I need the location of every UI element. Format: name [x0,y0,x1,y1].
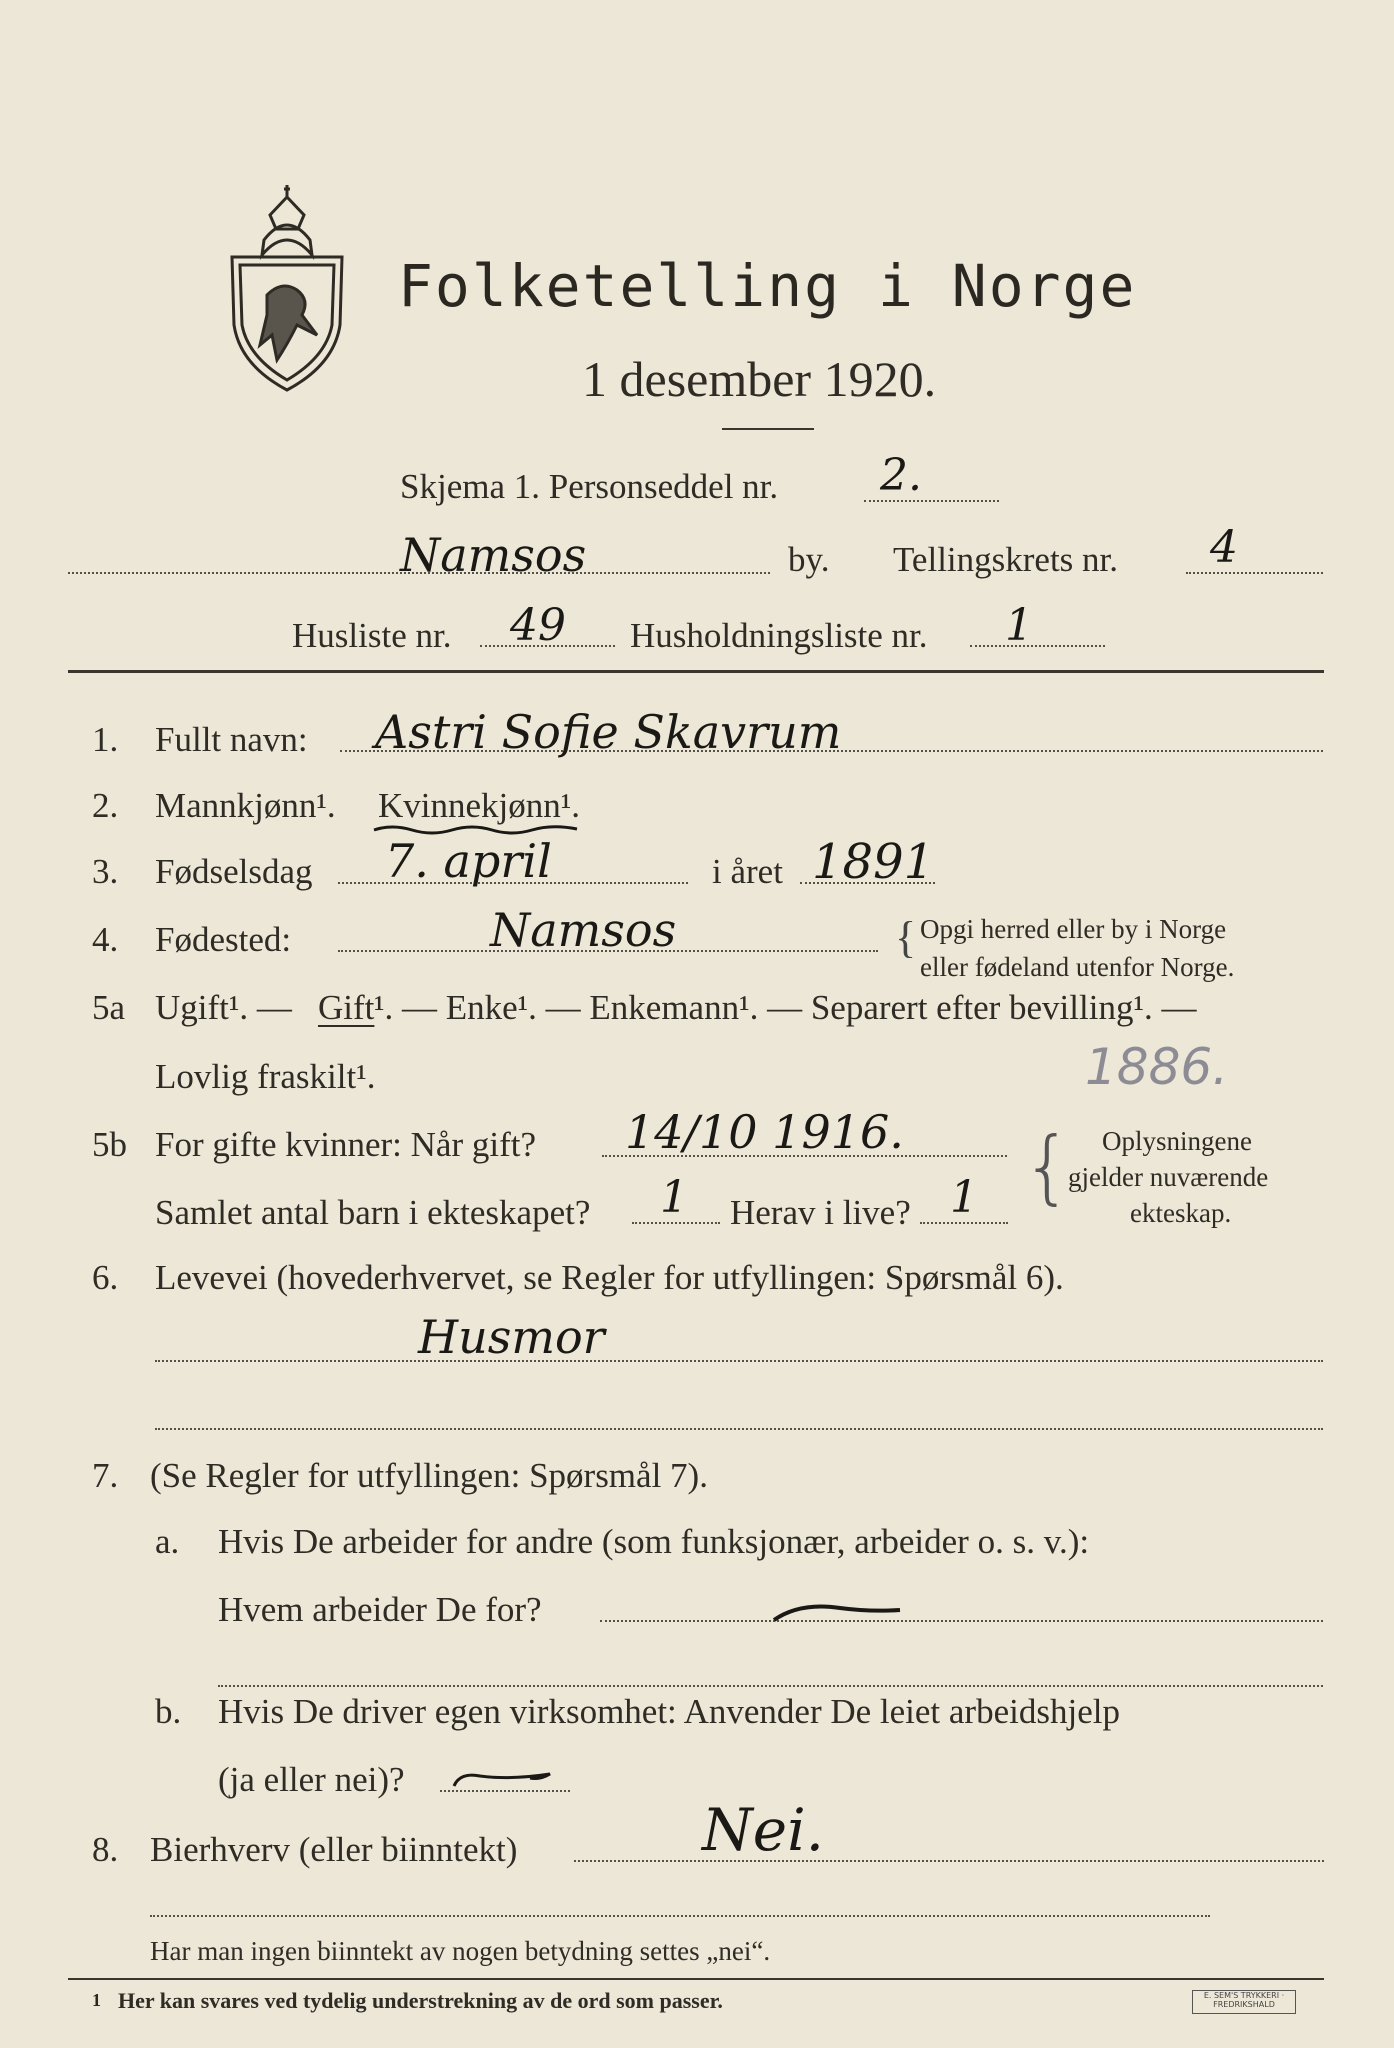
field-7b-number: b. [155,1692,182,1731]
title-divider [722,428,814,430]
birthplace-value: Namsos [490,903,677,957]
field-3-number: 3. [92,852,119,891]
form-date: 1 desember 1920. [582,351,937,407]
full-name-label: Fullt navn: [155,720,308,759]
question-7a-label: Hvis De arbeider for andre (som funksjonær, arbeider o. s. v.): [218,1522,1090,1561]
side-income-value: Nei. [702,1796,825,1864]
pencil-annotation: 1886. [1085,1038,1229,1096]
by-label: by. [788,540,830,579]
marriage-note-1: Oplysningene [1102,1126,1252,1156]
gender-female-option: Kvinnekjønn¹. [378,786,581,825]
hired-help-dash-mark [450,1766,560,1794]
field-1-number: 1. [92,720,119,759]
question-7-label: (Se Regler for utfyllingen: Spørsmål 7). [150,1456,708,1495]
personseddel-nr-value: 2. [880,450,922,501]
children-alive-value: 1 [950,1172,978,1223]
by-value: Namsos [400,528,587,582]
husholdning-label: Husholdningsliste nr. [630,616,928,655]
skjema-label: Skjema 1. Personseddel nr. [400,467,779,506]
marriage-note-2: gjelder nuværende [1068,1162,1269,1192]
children-total-value: 1 [660,1172,688,1223]
field-7-number: 7. [92,1456,119,1495]
header-rule [68,670,1324,673]
field-6-number: 6. [92,1258,119,1297]
marital-gift-option: Gift [318,988,375,1027]
form-title: Folketelling i Norge [398,252,1137,320]
marital-fraskilt-option: Lovlig fraskilt¹. [155,1057,376,1096]
field-2-number: 2. [92,786,119,825]
occupation-label: Levevei (hovederhvervet, se Regler for utfyllingen: Spørsmål 6). [155,1258,1064,1297]
coat-of-arms-icon [222,185,352,395]
birthdate-value: 7. april [385,834,552,888]
birthplace-note-1: Opgi herred eller by i Norge [920,914,1227,944]
husliste-nr-value: 49 [510,600,566,651]
footer-rule [68,1978,1324,1980]
married-when-value: 14/10 1916. [625,1105,904,1159]
gender-male-option: Mannkjønn¹. [155,786,336,825]
marriage-note-3: ekteskap. [1130,1198,1232,1228]
husliste-label: Husliste nr. [292,616,452,655]
tellingskrets-nr-value: 4 [1210,522,1238,573]
husholdning-nr-value: 1 [1005,600,1033,651]
employer-label: Hvem arbeider De for? [218,1590,542,1629]
children-total-label: Samlet antal barn i ekteskapet? [155,1193,591,1232]
married-when-label: For gifte kvinner: Når gift? [155,1125,537,1164]
footer-note: Har man ingen biinntekt av nogen betydning settes „nei“. [150,1936,771,1966]
field-8-number: 8. [92,1830,119,1869]
side-income-label: Bierhverv (eller biinntekt) [150,1830,518,1869]
tellingskrets-label: Tellingskrets nr. [893,540,1119,579]
footnote-mark: 1 [92,1990,101,2010]
hired-help-label: (ja eller nei)? [218,1760,405,1799]
full-name-value: Astri Sofie Skavrum [375,705,842,759]
birthplace-label: Fødested: [155,920,292,959]
marital-ugift-option: Ugift¹. — [155,988,292,1027]
field-4-number: 4. [92,920,119,959]
question-7b-label: Hvis De driver egen virksomhet: Anvender De leiet arbeidshjelp [218,1692,1120,1731]
field-7a-number: a. [155,1522,180,1561]
field-5b-number: 5b [92,1125,127,1164]
printer-stamp: E. SEM'S TRYKKERI · FREDRIKSHALD [1192,1990,1296,2014]
children-alive-label: Herav i live? [730,1193,911,1232]
birth-year-value: 1891 [812,834,935,890]
footnote-text: Her kan svares ved tydelig understrekning av de ord som passer. [118,1988,723,2013]
birth-year-label: i året [712,852,783,891]
occupation-value: Husmor [418,1310,605,1364]
birthdate-label: Fødselsdag [155,852,313,891]
birthplace-note-2: eller fødeland utenfor Norge. [920,952,1235,982]
field-5a-number: 5a [92,988,126,1027]
employer-dash-mark [770,1598,905,1628]
census-form-page: Folketelling i Norge 1 desember 1920. Skjema 1. Personseddel nr. 2. Namsos by. Tellingskrets nr. 4 Husliste nr. 49 Husholdningsliste nr. 1 1. Fullt navn: Astri Sofie Skavrum 2. Mannkjønn¹. Kvinnekjønn¹. 3. Fødselsdag 7. april i året 1891 4. Fødested: Namsos { Opgi herred eller by i Norge eller fødeland utenfor Norge. 5a Ugift¹. — Gift ¹. — Enke¹. — Enkemann¹. — Separert efter bevilling¹. — Lovlig fraskilt¹. 1886. 5b For gifte kvinner: Når gift? 14/10 1916. Samlet antal barn i ekteskapet? 1 Herav i live? 1 { Oplysningene gjelder nuværende ekteskap. 6. Levevei (hovederhvervet, se Regler for utfyllingen: Spørsmål 6). Husmor 7. (Se Regler for utfyllingen: Spørsmål 7). a. Hvis De arbeider for andre (som funksjonær, arbeider o. s. v.): Hvem arbeider De for? b. Hvis De driver egen virksomhet: Anvender De leiet arbeidshjelp (ja eller nei)? 8. Bierhverv (eller biinntekt) Nei. Har man ingen biinntekt av nogen betydning settes „nei“. 1 Her kan svares ved tydelig understrekning av de ord som passer. E. SEM'S TRYKKERI · FREDRIKSHALD [0,0,1394,2048]
marital-other-options: ¹. — Enke¹. — Enkemann¹. — Separert efter bevilling¹. — [374,988,1197,1027]
